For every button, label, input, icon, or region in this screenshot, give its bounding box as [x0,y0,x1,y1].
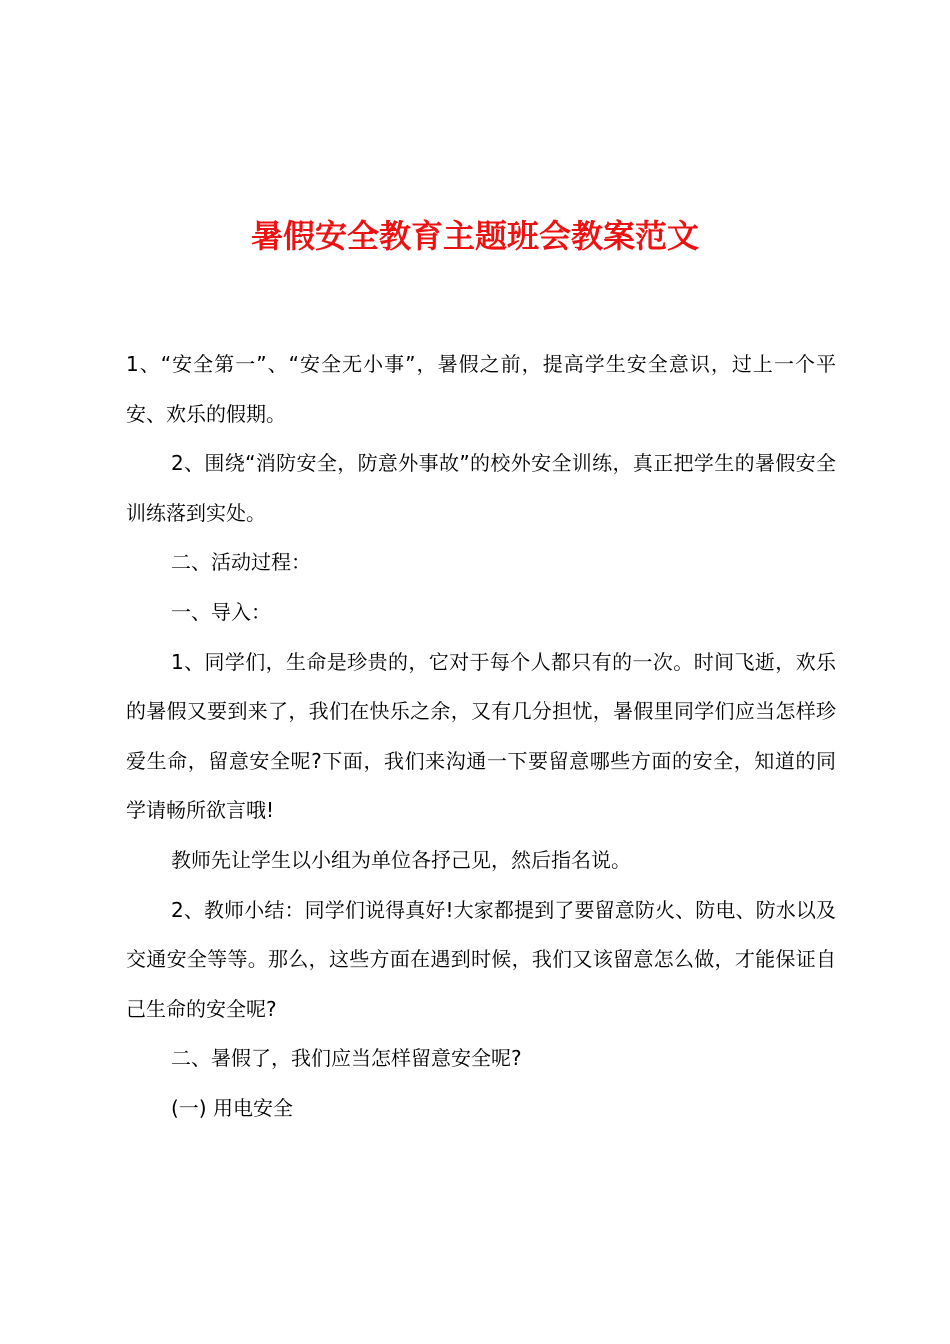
document-title: 暑假安全教育主题班会教案范文 [250,217,699,255]
section-heading-summer-safety: 二、暑假了，我们应当怎样留意安全呢? [171,1046,522,1071]
paragraph-3: 1、同学们，生命是珍贵的，它对于每个人都只有的一次。时间飞逝，欢乐的暑假又要到来了，我们在快乐之余，又有几分担忧，暑假里同学们应当怎样珍爱生命，留意安全呢?下面，我们来沟通一下要留意哪些方面的安全，知道的同学请畅所欲言哦! [126,649,836,823]
paragraph-5: 2、教师小结：同学们说得真好!大家都提到了要留意防火、防电、防水以及交通安全等等。那么，这些方面在遇到时候，我们又该留意怎么做，才能保证自己生命的安全呢? [126,897,836,1021]
document-body [126,340,836,1134]
section-heading-electrical-safety: (一) 用电安全 [171,1095,293,1120]
paragraph-1: 1、“安全第一”、“安全无小事”，暑假之前，提高学生安全意识，过上一个平安、欢乐的假期。 [126,352,836,426]
section-heading-introduction: 一、导入： [171,599,271,624]
paragraph-4: 教师先让学生以小组为单位各抒己见，然后指名说。 [171,847,631,872]
section-heading-activity-process: 二、活动过程： [171,550,311,575]
paragraph-2: 2、围绕“消防安全，防意外事故”的校外安全训练，真正把学生的暑假安全训练落到实处。 [126,451,836,525]
